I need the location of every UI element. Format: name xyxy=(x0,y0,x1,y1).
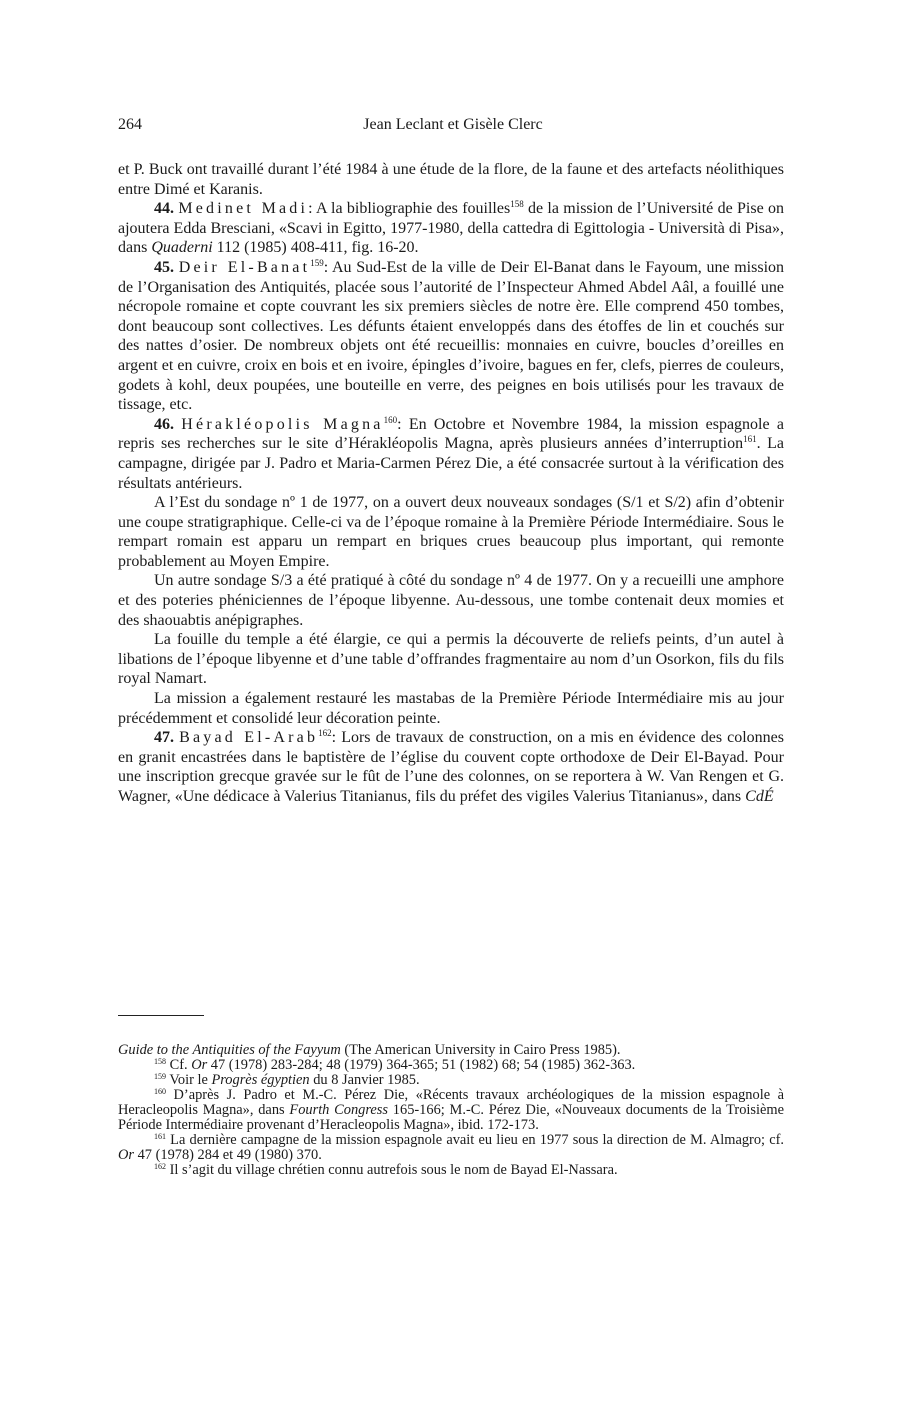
site-name: Hérakléopolis Magna xyxy=(181,415,384,433)
footnote-separator xyxy=(118,1015,204,1016)
paragraph: La mission a également restauré les mastabas de la Première Période Intermédiaire mis au jour précédemment et consolidé leur décoration peinte. xyxy=(118,690,784,727)
entry-number: 47. xyxy=(154,729,174,747)
paragraph: La fouille du temple a été élargie, ce qui a permis la découverte de reliefs peints, d’un autel à libations de l’époque libyenne et d’une table d’offrandes fragmentaire au nom d’un Osorkon, fils du fils royal Namart. xyxy=(118,631,784,688)
entry-44: 44. Medinet Madi: A la bibliographie des fouilles$^{158}$ de la mission de l’Université de Pise on ajoutera Edda Bresciani, «Scavi in Egitto, 1977-1980, della cattedra di Egittologia - Università di Pisa», dans Quaderni 112 (1985) 408-411, fig. 16-20. xyxy=(118,199,785,257)
footnote-158: $^{158}$ Cf. Or 47 (1978) 283-284; 48 (1979) 364-365; 51 (1982) 68; 54 (1985) 362-363. xyxy=(154,1057,636,1073)
main-text xyxy=(118,160,784,807)
footnotes xyxy=(118,1043,784,1178)
footnote-ref: 161 xyxy=(743,434,757,445)
running-header xyxy=(118,116,788,140)
paragraph: A l’Est du sondage nº 1 de 1977, on a ouvert deux nouveaux sondages (S/1 et S/2) afin d’obtenir une coupe stratigraphique. Celle-ci va de l’époque romaine à la Première Période Intermédiaire. Sous le rempart romain est apparu un rempart en briques crues beaucoup plus important, qui remonte probablement au Moyen Empire. xyxy=(118,494,784,570)
footnote-159: $^{159}$ Voir le Progrès égyptien du 8 Janvier 1985. xyxy=(154,1072,420,1088)
footnote-ref: 162 xyxy=(318,728,332,739)
entry-number: 44. xyxy=(154,200,174,218)
site-name: Bayad El-Arab xyxy=(179,729,319,747)
footnote-ref: 158 xyxy=(510,199,524,210)
site-name: Deir El-Banat xyxy=(178,258,311,276)
entry-46: 46. Hérakléopolis Magna$^{160}$: En Octobre et Novembre 1984, la mission espagnole a repris ses recherches sur le site d’Hérakléopolis Magna, après plusieurs années d’interruption$^{161}$. La campagne, dirigée par J. Padro et Maria-Carmen Pérez Die, a été consacrée surtout à la vérification des résultats antérieurs. xyxy=(118,414,784,492)
entry-47: 47. Bayad El-Arab$^{162}$: Lors de travaux de construction, on a mis en évidence des colonnes en granit encastrées dans le baptistère de l’église du couvent copte orthodoxe de Deir El-Bayad. Pour une inscription grecque gravée sur le fût de l’une des colonnes, on se reportera à W. Van Rengen et G. Wagner, «Une dédicace à Valerius Titanianus, fils du préfet des vigiles Valerius Titanianus», dans CdÉ xyxy=(118,728,785,805)
entry-45: 45. Deir El-Banat$^{159}$: Au Sud-Est de la ville de Deir El-Banat dans le Fayoum, une mission de l’Organisation des Antiquités, placée sous l’autorité de l’Inspecteur Ahmed Abdel Aâl, a fouillé une nécropole romaine et copte couvrant les six premiers siècles de notre ère. Elle comprend 450 tombes, dont beaucoup sont collectives. Les défunts étaient enveloppés dans des étoffes de lin et couchés sur des nattes d’osier. De nombreux objets ont été recueillis: monnaies en cuivre, boucles d’oreilles en argent et en cuivre, croix en bois et en ivoire, épingles d’ivoire, bagues en fer, clefs, pierres de couleurs, godets à kohl, deux poupées, une bouteille en verre, des peignes en bois utilisés pour les travaux de tissage, etc. xyxy=(118,257,785,414)
footnote-160: $^{160}$ D’après J. Padro et M.-C. Pérez Die, «Récents travaux archéologiques de la mission espagnole à Heracleopolis Magna», dans Fourth Congress 165-166; M.-C. Pérez Die, «Nouveaux documents de la Troisième Période Intermédiaire provenant d’Heracleopolis Magna», ibid. 172-173. xyxy=(118,1087,784,1133)
entry-number: 45. xyxy=(154,258,174,276)
footnote-continuation: Guide to the Antiquities of the Fayyum (The American University in Cairo Press 1985). xyxy=(118,1042,621,1058)
page-number: 264 xyxy=(118,116,142,133)
paragraph: Un autre sondage S/3 a été pratiqué à côté du sondage nº 4 de 1977. On y a recueilli une amphore et des poteries phéniciennes de l’époque libyenne. Au-dessous, une tombe contenait deux momies et des shaouabtis anépigraphes. xyxy=(118,572,784,629)
paragraph: et P. Buck ont travaillé durant l’été 1984 à une étude de la flore, de la faune et des artefacts néolithiques entre Dimé et Karanis. xyxy=(118,161,784,198)
footnote-ref: 159 xyxy=(310,257,324,268)
footnote-ref: 160 xyxy=(383,414,398,425)
footnote-162: $^{162}$ Il s’agit du village chrétien connu autrefois sous le nom de Bayad El-Nassara. xyxy=(154,1162,618,1178)
footnote-161: $^{161}$ La dernière campagne de la mission espagnole avait eu lieu en 1977 sous la direction de M. Almagro; cf. Or 47 (1978) 284 et 49 (1980) 370. xyxy=(118,1132,784,1163)
entry-number: 46. xyxy=(154,415,174,433)
running-title: Jean Leclant et Gisèle Clerc xyxy=(363,116,543,133)
site-name: Medinet Madi xyxy=(178,200,309,218)
